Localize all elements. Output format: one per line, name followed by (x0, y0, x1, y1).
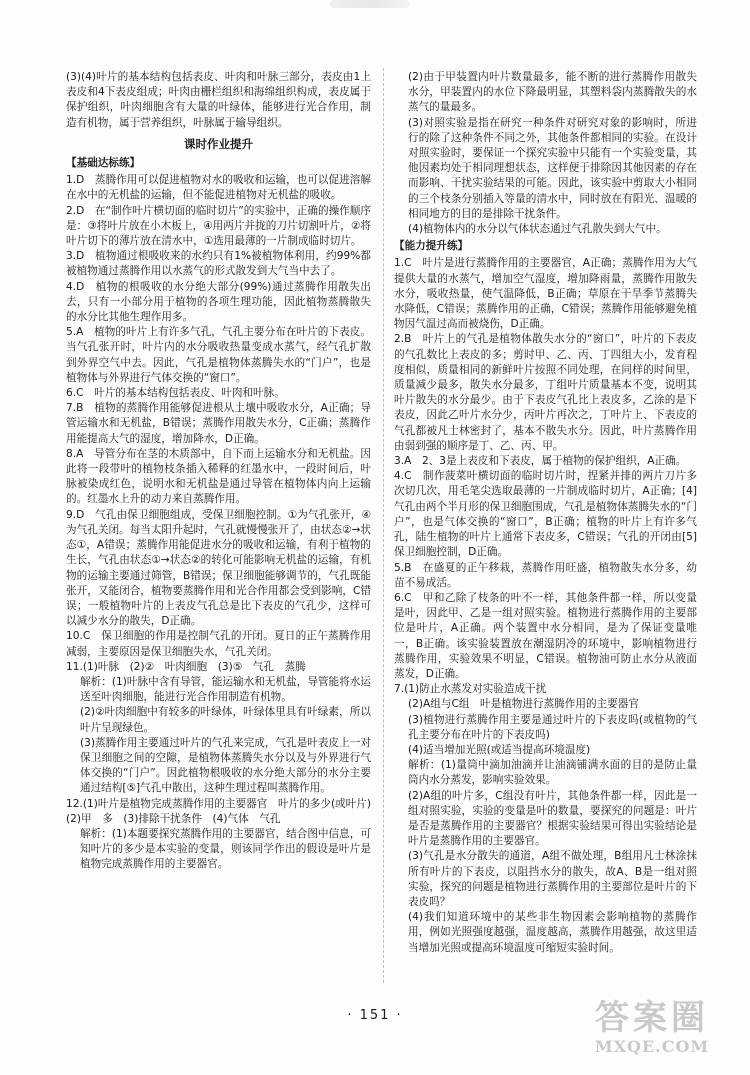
answer-paragraph: (3)植物进行蒸腾作用主要是通过叶片的下表皮吗(或植物的气孔主要分布在叶片的下表皮吗) (408, 713, 697, 741)
answer-paragraph: (4)我们知道环境中的某些非生物因素会影响植物的蒸腾作用，例如光照强度越强，温度越高，蒸腾作用越强，故这里适当增加光照或提高环境温度可缩短实验时间。 (408, 911, 697, 954)
answer-paragraph: 8.A 导管分布在茎的木质部中，自下而上运输水分和无机盐。因此将一段带叶的植物枝条插入稀释的红墨水中，一段时间后，叶脉被染成红色，说明水和无机盐是通过导管在植物体内向上运输的。红墨水上升的动力来自蒸腾作用。 (66, 447, 371, 506)
left-column (66, 70, 382, 985)
answer-paragraph: 解析：(1)叶脉中含有导管，能运输水和无机盐，导管能将水运送至叶肉细胞，能进行光合作用制造有机物。 (80, 675, 371, 704)
answer-paragraph: 3.D 植物通过根吸收来的水约只有1%被植物体利用，约99%都被植物通过蒸腾作用以水蒸气的形式散发到大气当中去了。 (66, 250, 371, 278)
answer-paragraph: 3.A 2、3是上表皮和下表皮，属于植物的保护组织，A正确。 (394, 455, 687, 468)
answer-paragraph: 1.C 叶片是进行蒸腾作用的主要器官，A正确；蒸腾作用为大气提供大量的水蒸气，增加空气湿度，增加降雨量，蒸腾作用散失水分，吸收热量，使气温降低，B正确；草原在干旱季节蒸腾失水降低，C错误；蒸腾作用的正确，C错误；蒸腾作用能够避免植物因气温过高而被烧伤，D正确。 (394, 257, 697, 331)
answer-paragraph: (2)②叶肉细胞中有较多的叶绿体，叶绿体里具有叶绿素，所以叶片呈现绿色。 (80, 706, 371, 734)
answer-paragraph: 2.D 在“制作叶片横切面的临时切片”的实验中，正确的操作顺序是：③将叶片放在小木板上，④用两片并拢的刀片切割叶片，②将叶片切下的薄片放在清水中，①选用最薄的一片制成临时切片。 (66, 204, 371, 248)
answer-paragraph: 解析：(1)本题要探究蒸腾作用的主要器官，结合图中信息，可知叶片的多少是本实验的变量，则该同学作出的假设是叶片是植物完成蒸腾作用的主要器官。 (80, 827, 371, 871)
page-number: · 151 · (347, 1008, 403, 1023)
right-column (394, 70, 697, 985)
answer-paragraph: 1.D 蒸腾作用可以促进植物对水的吸收和运输，也可以促进溶解在水中的无机盐的运输，但不能促进植物对无机盐的吸收。 (66, 174, 371, 202)
answer-paragraph: 5.B 在盛夏的正午移栽，蒸腾作用旺盛，植物散失水分多，幼苗不易成活。 (394, 561, 697, 589)
answer-paragraph: 2.B 叶片上的气孔是植物体散失水分的“窗口”，叶片的下表皮的气孔数比上表皮的多；剪时甲、乙、丙、丁四组大小，发育程度相似，质量相同的新鲜叶片按照不同处理，在同样的时间里，质量减少最多，散失水分最多，丁组叶片质量基本不变，说明其叶片散失的水分最少。由于下表皮气孔比上表皮多，乙涂的是下表皮，因此乙叶片水分少，丙叶片再次之，丁叶片上、下表皮的气孔都被凡士林密封了，基本不散失水分。因此，叶片蒸腾作用由弱到强的顺序是丁、乙、丙、甲。 (394, 333, 697, 452)
column-divider (383, 68, 384, 983)
answer-paragraph: 11.(1)叶脉 (2)② 叶肉细胞 (3)⑤ 气孔 蒸腾 (66, 660, 306, 673)
answer-paragraph: (2)A组与C组 叶是植物进行蒸腾作用的主要器官 (408, 698, 639, 711)
answer-paragraph: (3)气孔是水分散失的通道，A组不做处理，B组用凡士林涂抹所有叶片的下表皮，以阻挡水分的散失，故A、B是一组对照实验，探究的问题是植物进行蒸腾作用的主要部位是叶片的下表皮吗？ (408, 850, 697, 908)
watermark-url: MXQE.COM (594, 1037, 710, 1056)
answer-paragraph: 解析：(1)量筒中滴加油滴并让油滴铺满水面的目的是防止量筒内水分蒸发，影响实验效果。 (408, 759, 697, 787)
answer-paragraph: (4)植物体内的水分以气体状态通过气孔散失到大气中。 (408, 223, 667, 236)
page-header-smudge (330, 0, 410, 8)
answer-paragraph: (3)对照实验是指在研究一种条件对研究对象的影响时，所进行的除了这种条件不同之外，其他条件都相同的实验。在设计对照实验时，要保证一个探究实验中只能有一个实验变量，其他因素均处于相同理想状态，这样便于排除因其他因素的存在而影响、干扰实验结果的可能。因此，该实验中剪取大小相同的三个枝条分别插入等量的清水中，同时放在有阳光、温暖的相同地方的目的是排除干扰条件。 (408, 116, 697, 220)
watermark-text: 答案圈 (595, 998, 709, 1038)
answer-paragraph: 10.C 保卫细胞的作用是控制气孔的开闭。夏日的正午蒸腾作用减弱，主要原因是保卫细胞失水，气孔关闭。 (66, 630, 371, 658)
answer-paragraph: 6.C 叶片的基本结构包括表皮、叶肉和叶脉。 (66, 387, 285, 400)
answer-paragraph: 9.D 气孔由保卫细胞组成，受保卫细胞控制。①为气孔张开，④为气孔关闭。每当太阳升起时，气孔就慢慢张开了，由状态②→状态①，A错误；蒸腾作用能促进水分的吸收和运输，有利于植物的生长，气孔由状态①→状态②的转化可能影响无机盐的运输，有机物的运输主要通过筛管，B错误；保卫细胞能够调节的，气孔既能张开，又能闭合，植物要蒸腾作用和光合作用都会受到影响，C错误；一般植物叶片的上表皮气孔总是比下表皮的气孔少，这样可以减少水分的散失，D正确。 (66, 508, 371, 628)
answer-paragraph: 4.D 植物的根吸收的水分绝大部分(99%)通过蒸腾作用散失出去，只有一小部分用于植物的各项生理功能，因此植物蒸腾散失的水分比其他生理作用多。 (66, 280, 371, 324)
answer-paragraph: 7.B 植物的蒸腾作用能够促进根从土壤中吸收水分，A正确；导管运输水和无机盐，B错误；蒸腾作用散失水分，C正确；蒸腾作用能提高大气的湿度，增加降水，D正确。 (66, 402, 371, 445)
answer-paragraph: (4)适当增加光照(或适当提高环境温度) (408, 743, 591, 756)
answer-paragraph: 6.C 甲和乙除了枝条的叶不一样，其他条件都一样，所以变量是叶，因此甲、乙是一组对照实验。植物进行蒸腾作用的主要部位是叶片，A正确。两个装置中水分相同，是为了保证变量唯一，B正确。该实验装置放在潮湿阴冷的环境中，影响植物进行蒸腾作用，实验效果不明显，C错误。植物油可防止水分从液面蒸发，D正确。 (394, 591, 697, 680)
section-tag: 【能力提升练】 (394, 240, 469, 253)
answer-paragraph: 12.(1)叶片是植物完成蒸腾作用的主要器官 叶片的多少(或叶片) (2)甲 多 (3)排除干扰条件 (4)气体 气孔 (66, 797, 382, 825)
answer-paragraph: (2)A组的叶片多，C组没有叶片，其他条件都一样，因此是一组对照实验，实验的变量是叶的数量，要探究的问题是：叶片是否是蒸腾作用的主要器官？根据实验结果可得出实验结论是叶片是蒸腾作用的主要器官。 (408, 789, 697, 848)
watermark-logo (572, 999, 732, 1069)
section-heading: 课时作业提升 (184, 136, 253, 151)
answer-paragraph: 7.(1)防止水蒸发对实验造成干扰 (394, 683, 547, 696)
answer-paragraph: 4.C 制作菠菜叶横切面的临时切片时，捏紧并排的两片刀片多次切几次，用毛笔尖选取最薄的一片制成临时切片，A正确；[4]气孔由两个半月形的保卫细胞围成，气孔是植物体蒸腾失水的“门户”，也是气体交换的“窗口”，B正确；植物的叶片上有许多气孔，陆生植物的叶片上通常下表皮多，C错误；气孔的开闭由[5]保卫细胞控制，D正确。 (394, 470, 697, 559)
answer-paragraph: (3)(4)叶片的基本结构包括表皮、叶肉和叶脉三部分，表皮由1上表皮和4下表皮组成；叶肉由栅栏组织和海绵组织构成，表皮属于保护组织，叶肉细胞含有大量的叶绿体，能够进行光合作用，制造有机物，属于营养组织，叶脉属于输导组织。 (66, 71, 371, 129)
section-tag: 【基础达标练】 (66, 157, 141, 170)
answer-paragraph: 5.A 植物的叶片上有许多气孔，气孔主要分布在叶片的下表皮。当气孔张开时，叶片内的水分吸收热量变成水蒸气，经气孔扩散到外界空气中去。因此，气孔是植物体蒸腾失水的“门户”，也是植物体与外界进行气体交换的“窗口”。 (66, 326, 371, 384)
answer-paragraph: (3)蒸腾作用主要通过叶片的气孔来完成，气孔是叶表皮上一对保卫细胞之间的空隙，是植物体蒸腾失水分以及与外界进行气体交换的“门户”。因此植物根吸收的水分绝大部分的水分主要通过结构[⑤]气孔中散出，这种生理过程叫蒸腾作用。 (80, 736, 371, 795)
answer-paragraph: (2)由于甲装置内叶片数量最多，能不断的进行蒸腾作用散失水分，甲装置内的水位下降最明显，其塑料袋内蒸腾散失的水蒸气的量最多。 (408, 71, 697, 114)
